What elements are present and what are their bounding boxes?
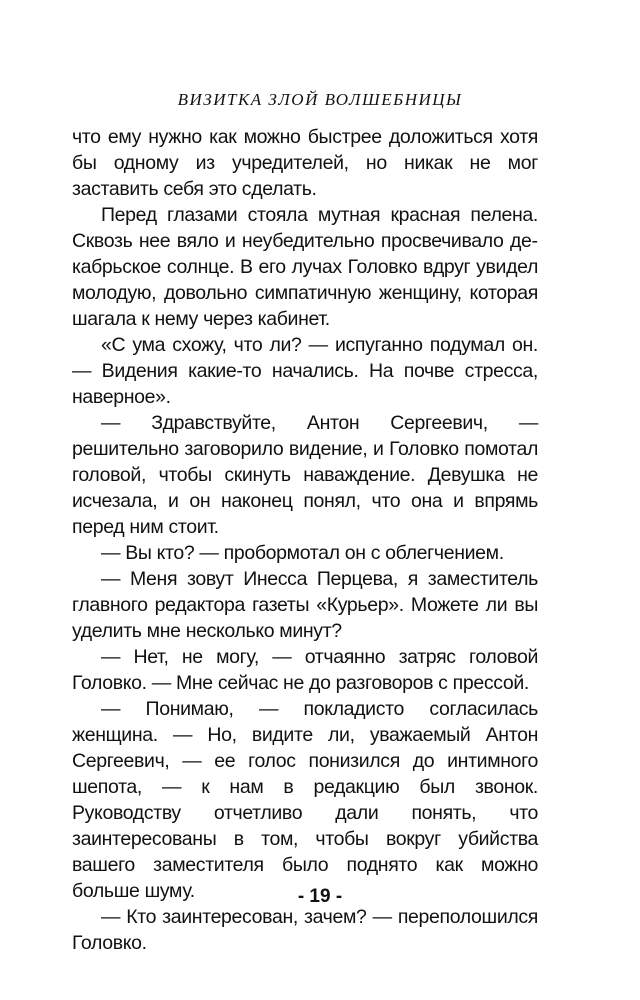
- paragraph: — Здравствуйте, Антон Сергеевич, — решительно заговорило видение, и Головко помотал головой, чтобы скинуть наваждение. Девушка не исчезала, и он наконец понял, что она и впрямь перед ним стоит.: [72, 412, 538, 538]
- paragraph: — Меня зовут Инесса Перцева, я заместитель главного редактора газеты «Курьер». Можете ли вы уделить мне несколько минут?: [72, 568, 538, 642]
- paragraph: Перед глазами стояла мутная красная пелена. Сквозь нее вяло и неубедительно просвечивало декабрьское солнце. В его лучах Головко вдруг увидел молодую, довольно симпатичную женщину, которая шагала к нему через кабинет.: [72, 204, 538, 330]
- paragraph: — Кто заинтересован, зачем? — переполошился Головко.: [72, 906, 538, 954]
- paragraph: — Нет, не могу, — отчаянно затряс головой Головко. — Мне сейчас не до разговоров с прессой.: [72, 646, 538, 694]
- body-text: [72, 124, 538, 956]
- page-number: - 19 -: [297, 886, 343, 907]
- paragraph: — Вы кто? — пробормотал он с облегчением.: [101, 542, 504, 564]
- paragraph-continuation: что ему нужно как можно быстрее доложиться хотя бы одному из учредителей, но никак не мог заставить себя это сделать.: [72, 126, 538, 200]
- paragraph: «С ума схожу, что ли? — испуганно подумал он. — Видения какие-то начались. На почве стресса, наверное».: [72, 334, 538, 408]
- running-header: ВИЗИТКА ЗЛОЙ ВОЛШЕБНИЦЫ: [177, 90, 463, 109]
- paragraph: — Понимаю, — покладисто согласилась женщина. — Но, видите ли, уважаемый Антон Сергеевич, — ее голос понизился до интимного шепота, — к нам в редакцию был звонок. Руководству отчетливо дали понять, что заинтересованы в том, чтобы вокруг убийства вашего заместителя было поднято как можно больше шуму.: [72, 698, 538, 902]
